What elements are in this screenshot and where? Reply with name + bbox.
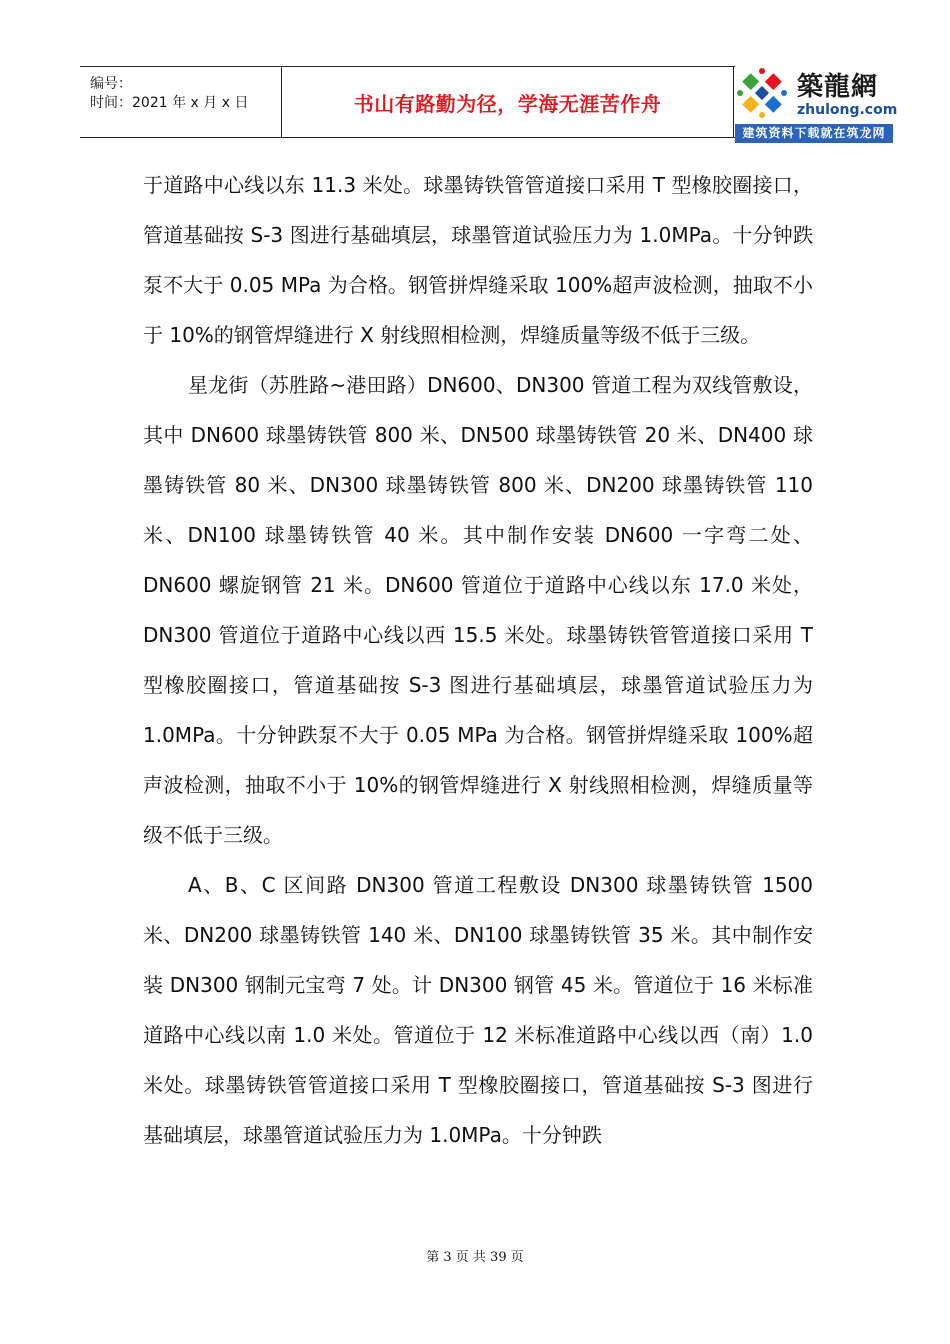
paragraph-3: A、B、C 区间路 DN300 管道工程敷设 DN300 球墨铸铁管 1500 米、DN200 球墨铸铁管 140 米、DN100 球墨铸铁管 35 米。其中制作安装 DN300 钢制元宝弯 7 处。计 DN300 钢管 45 米。管道位于 16 米标准道路中心线以南 1.0 米处。管道位于 12 米标准道路中心线以西（南）1.0 米处。球墨铸铁管管道接口采用 T 型橡胶圈接口，管道基础按 S-3 图进行基础填层，球墨管道试验压力为 1.0MPa。十分钟跌 bbox=[143, 873, 813, 1147]
logo-domain: zhulong.com bbox=[797, 102, 898, 118]
zhulong-logo bbox=[735, 64, 898, 144]
logo-name: 築龍網 bbox=[797, 72, 879, 102]
header-info-cell bbox=[80, 67, 282, 137]
time-label: 时间：2021 年 x 月 x 日 bbox=[90, 95, 249, 111]
paragraph-2: 星龙街（苏胜路~港田路）DN600、DN300 管道工程为双线管敷设，其中 DN600 球墨铸铁管 800 米、DN500 球墨铸铁管 20 米、DN400 球墨铸铁管 80 米、DN300 球墨铸铁管 800 米、DN200 球墨铸铁管 110 米、DN100 球墨铸铁管 40 米。其中制作安装 DN600 一字弯二处、DN600 螺旋钢管 21 米。DN600 管道位于道路中心线以东 17.0 米处，DN300 管道位于道路中心线以西 15.5 米处。球墨铸铁管管道接口采用 T 型橡胶圈接口，管道基础按 S-3 图进行基础填层，球墨管道试验压力为 1.0MPa。十分钟跌泵不大于 0.05 MPa 为合格。钢管拼焊缝采取 100%超声波检测，抽取不小于 10%的钢管焊缝进行 X 射线照相检测，焊缝质量等级不低于三级。 bbox=[143, 373, 813, 847]
logo-tagline: 建筑资料下载就在筑龙网 bbox=[735, 124, 893, 143]
document-body bbox=[143, 160, 813, 1160]
paragraph-1: 于道路中心线以东 11.3 米处。球墨铸铁管管道接口采用 T 型橡胶圈接口，管道基础按 S-3 图进行基础填层，球墨管道试验压力为 1.0MPa。十分钟跌泵不大于 0.05 MPa 为合格。钢管拼焊缝采取 100%超声波检测，抽取不小于 10%的钢管焊缝进行 X 射线照相检测，焊缝质量等级不低于三级。 bbox=[143, 173, 813, 347]
serial-label: 编号： bbox=[90, 76, 132, 92]
header-motto: 书山有路勤为径，学海无涯苦作舟 bbox=[353, 91, 662, 116]
header-motto-cell bbox=[282, 67, 734, 137]
page-footer: 第 3 页 共 39 页 bbox=[426, 1250, 524, 1265]
snowflake-logo-icon bbox=[735, 66, 789, 120]
